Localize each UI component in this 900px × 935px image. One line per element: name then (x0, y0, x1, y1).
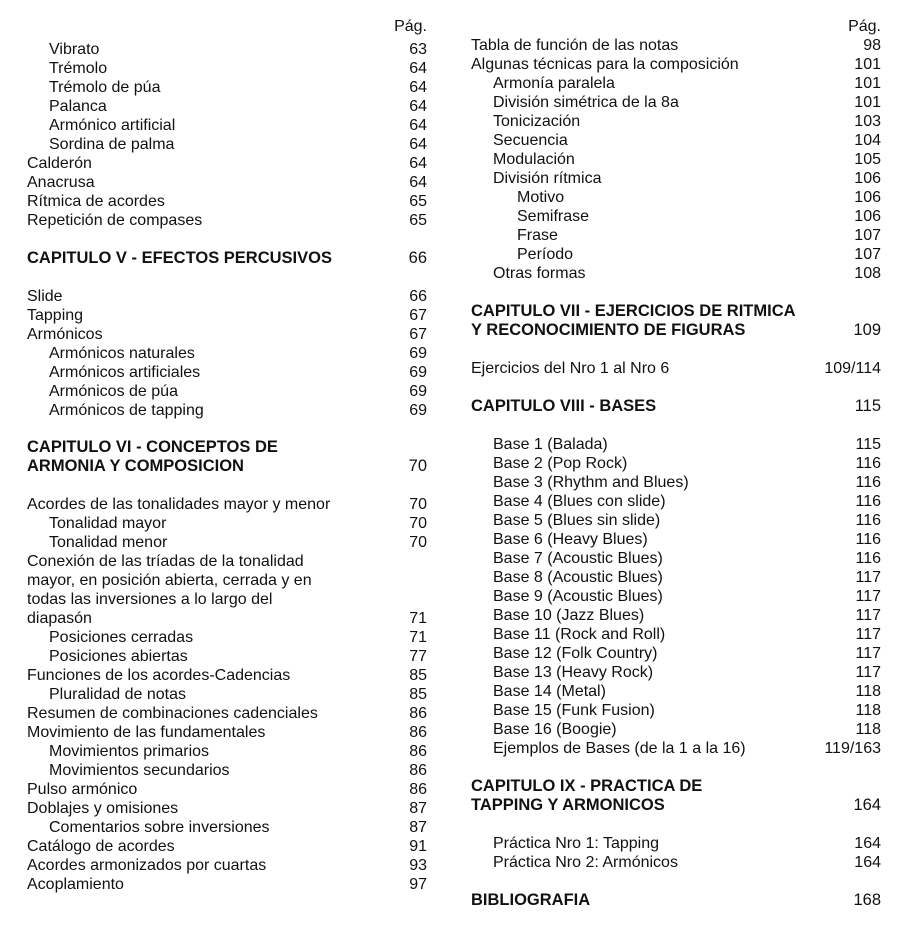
page-number: 67 (409, 326, 427, 343)
page-number: 117 (855, 645, 881, 662)
entry-title: Acordes de las tonalidades mayor y menor (27, 496, 331, 513)
toc-entry (471, 131, 881, 150)
page-number: 106 (854, 170, 881, 187)
entry-title: Frase (517, 227, 558, 244)
chapter-heading (27, 438, 427, 476)
entry-title: Base 1 (Balada) (493, 436, 608, 453)
page-number: 93 (409, 857, 427, 874)
chapter-title-line: Y RECONOCIMIENTO DE FIGURAS (471, 321, 746, 339)
toc-entry (471, 245, 881, 264)
entry-title: División rítmica (493, 170, 602, 187)
page-number: 91 (409, 838, 427, 855)
page-number: 64 (409, 117, 427, 134)
page-number: 77 (409, 648, 427, 665)
page-number: 116 (855, 550, 881, 567)
page-number: 86 (409, 762, 427, 779)
page-number: 70 (409, 534, 427, 551)
page-number: 69 (409, 364, 427, 381)
page-number: 116 (855, 531, 881, 548)
entry-title: Tonalidad mayor (49, 515, 167, 532)
entry-title: Armónicos naturales (49, 345, 195, 362)
toc-entry (471, 207, 881, 226)
toc-entry (471, 264, 881, 283)
page-number: 103 (854, 113, 881, 130)
entry-title: Base 14 (Metal) (493, 683, 606, 700)
toc-entry (27, 363, 427, 382)
toc-entry (27, 40, 427, 59)
toc-entry (27, 135, 427, 154)
page-number: 109 (853, 321, 881, 339)
entry-title: Slide (27, 288, 63, 305)
chapter-title-line: ARMONIA Y COMPOSICION (27, 457, 244, 475)
page-number: 116 (855, 512, 881, 529)
page-number: 115 (854, 397, 881, 415)
toc-entry (27, 495, 427, 514)
entry-title: Repetición de compases (27, 212, 203, 229)
chapter-title: CAPITULO V - EFECTOS PERCUSIVOS (27, 249, 332, 267)
page-number: 109/114 (824, 360, 881, 377)
page-number: 69 (409, 345, 427, 362)
page-number: 101 (854, 75, 881, 92)
page-number: 65 (409, 212, 427, 229)
toc-entry (27, 780, 427, 799)
page-number: 117 (855, 626, 881, 643)
page-number: 64 (409, 60, 427, 77)
page-number: 117 (855, 588, 881, 605)
page-number: 106 (854, 208, 881, 225)
entry-title: Tonalidad menor (49, 534, 168, 551)
entry-title: Tonicización (493, 113, 581, 130)
toc-entry (471, 511, 881, 530)
page-number: 118 (855, 721, 881, 738)
page-number: 66 (409, 288, 427, 305)
page-number: 115 (855, 436, 881, 453)
page-column-header: Pág. (848, 18, 881, 35)
entry-title: Motivo (517, 189, 565, 206)
page-number: 118 (855, 702, 881, 719)
entry-title: Tabla de función de las notas (471, 37, 679, 54)
entry-title: Funciones de los acordes-Cadencias (27, 667, 291, 684)
entry-title: Algunas técnicas para la composición (471, 56, 739, 73)
page-number: 98 (863, 37, 881, 54)
page-number: 117 (855, 664, 881, 681)
toc-entry (27, 344, 427, 363)
entry-title: Posiciones abiertas (49, 648, 188, 665)
page-number: 117 (855, 569, 881, 586)
entry-title: Resumen de combinaciones cadenciales (27, 705, 318, 722)
toc-entry (27, 837, 427, 856)
chapter-title: CAPITULO VIII - BASES (471, 397, 657, 415)
entry-title: Base 13 (Heavy Rock) (493, 664, 654, 681)
toc-entry (27, 78, 427, 97)
toc-entry (27, 818, 427, 837)
entry-title: Acoplamiento (27, 876, 124, 893)
page-number: 64 (409, 174, 427, 191)
toc-entry (27, 628, 427, 647)
toc-entry (471, 112, 881, 131)
page-number: 116 (855, 474, 881, 491)
chapter-heading (471, 302, 881, 340)
entry-title: Rítmica de acordes (27, 193, 165, 210)
entry-title: Armónicos de púa (49, 383, 178, 400)
toc-entry (471, 435, 881, 454)
toc-entry (27, 192, 427, 211)
entry-title: Trémolo de púa (49, 79, 161, 96)
chapter-heading (471, 777, 881, 815)
entry-title: Pluralidad de notas (49, 686, 186, 703)
entry-title: Práctica Nro 1: Tapping (493, 835, 660, 852)
entry-title: Movimiento de las fundamentales (27, 724, 266, 741)
entry-title: Ejemplos de Bases (de la 1 a la 16) (493, 740, 746, 757)
toc-entry (471, 549, 881, 568)
page-number: 69 (409, 402, 427, 419)
entry-title: Movimientos primarios (49, 743, 210, 760)
toc-entry (471, 473, 881, 492)
page-number: 70 (409, 496, 427, 513)
page-number: 164 (854, 854, 881, 871)
toc-entry (471, 454, 881, 473)
toc-entry (27, 211, 427, 230)
page-number: 107 (854, 246, 881, 263)
entry-title: Armónico artificial (49, 117, 176, 134)
page-number: 105 (854, 151, 881, 168)
toc-entry (471, 74, 881, 93)
toc-entry (471, 36, 881, 55)
toc-entry (27, 533, 427, 552)
entry-title: Calderón (27, 155, 92, 172)
page-number: 87 (409, 819, 427, 836)
toc-entry: Ejercicios del Nro 1 al Nro 6 109/114 (471, 360, 881, 377)
entry-title: Base 15 (Funk Fusion) (493, 702, 655, 719)
entry-title: Armónicos de tapping (49, 402, 204, 419)
toc-entry (471, 834, 881, 853)
entry-title: Posiciones cerradas (49, 629, 194, 646)
entry-title: Trémolo (49, 60, 108, 77)
page-number: 107 (854, 227, 881, 244)
toc-entry (27, 742, 427, 761)
page-number: 67 (409, 307, 427, 324)
entry-title: Palanca (49, 98, 107, 115)
entry-title: Base 12 (Folk Country) (493, 645, 658, 662)
chapter-heading (27, 249, 427, 268)
toc-entry (27, 154, 427, 173)
toc-entry (471, 188, 881, 207)
toc-entry (471, 853, 881, 872)
toc-entry (471, 682, 881, 701)
page-number: 70 (409, 515, 427, 532)
page-number: 65 (409, 193, 427, 210)
toc-entry (27, 287, 427, 306)
toc-entry (471, 663, 881, 682)
page-number: 86 (409, 724, 427, 741)
toc-entry (27, 761, 427, 780)
entry-title: Base 16 (Boogie) (493, 721, 617, 738)
entry-title: Vibrato (49, 41, 100, 58)
toc-entry (471, 739, 881, 758)
chapter-title: BIBLIOGRAFIA (471, 891, 591, 909)
page-number: 87 (409, 800, 427, 817)
chapter-heading (471, 397, 881, 416)
toc-entry (27, 325, 427, 344)
page-number: 71 (409, 629, 427, 646)
chapter-heading (471, 891, 881, 910)
chapter-title-line: CAPITULO IX - PRACTICA DE (471, 777, 703, 795)
toc-entry (471, 720, 881, 739)
toc-entry (471, 169, 881, 188)
entry-title: División simétrica de la 8a (493, 94, 679, 111)
entry-title: Doblajes y omisiones (27, 800, 179, 817)
entry-title: Base 11 (Rock and Roll) (493, 626, 666, 643)
entry-title: Base 5 (Blues sin slide) (493, 512, 661, 529)
page-number: 104 (854, 132, 881, 149)
entry-title: Base 4 (Blues con slide) (493, 493, 666, 510)
entry-title: Otras formas (493, 265, 586, 282)
chapter-title-line: CAPITULO VII - EJERCICIOS DE RITMICA (471, 302, 796, 320)
entry-title: Armónicos artificiales (49, 364, 201, 381)
page-number: 64 (409, 79, 427, 96)
entry-title: Semifrase (517, 208, 590, 225)
entry-title: Modulación (493, 151, 575, 168)
page-number: 164 (853, 796, 881, 814)
entry-title: Comentarios sobre inversiones (49, 819, 270, 836)
toc-entry (27, 666, 427, 685)
page-number: 85 (409, 667, 427, 684)
entry-title: Movimientos secundarios (49, 762, 230, 779)
toc-entry (471, 606, 881, 625)
page-number: 64 (409, 136, 427, 153)
entry-title: Armónicos (27, 326, 103, 343)
toc-entry (27, 647, 427, 666)
entry-title: Práctica Nro 2: Armónicos (493, 854, 678, 871)
entry-title: Armonía paralela (493, 75, 615, 92)
toc-entry (471, 701, 881, 720)
toc-entry (471, 492, 881, 511)
toc-list-right (471, 36, 881, 910)
page-number: 69 (409, 383, 427, 400)
toc-entry (27, 116, 427, 135)
entry-title: Anacrusa (27, 174, 95, 191)
toc-entry (27, 875, 427, 894)
page-number: 101 (854, 56, 881, 73)
chapter-title-line: CAPITULO VI - CONCEPTOS DE (27, 438, 278, 456)
toc-entry (27, 856, 427, 875)
page-number: 86 (409, 781, 427, 798)
page-number: 118 (855, 683, 881, 700)
page-number: 117 (855, 607, 881, 624)
page-number: 64 (409, 98, 427, 115)
page-number: 116 (855, 493, 881, 510)
page-number: 66 (408, 249, 427, 267)
page-number: 101 (854, 94, 881, 111)
entry-title: Base 8 (Acoustic Blues) (493, 569, 663, 586)
entry-title: Período (517, 246, 574, 263)
entry-title: Base 6 (Heavy Blues) (493, 531, 648, 548)
toc-entry (27, 704, 427, 723)
toc-entry (27, 514, 427, 533)
entry-title: Secuencia (493, 132, 568, 149)
entry-title: Base 9 (Acoustic Blues) (493, 588, 663, 605)
page-number: 168 (853, 891, 881, 909)
toc-entry (27, 685, 427, 704)
page-number: 116 (855, 455, 881, 472)
page-number: 71 (409, 610, 427, 627)
page-number: 97 (409, 876, 427, 893)
page-number: 108 (854, 265, 881, 282)
toc-entry (471, 644, 881, 663)
entry-title: Pulso armónico (27, 781, 138, 798)
toc-entry: Conexión de las tríadas de la tonalidad mayor, en posición abierta, cerrada y en todas las inversiones a lo largo del diapasón 71 (27, 553, 427, 627)
toc-entry (471, 587, 881, 606)
toc-entry (27, 59, 427, 78)
toc-entry (27, 401, 427, 420)
entry-title: Acordes armonizados por cuartas (27, 857, 267, 874)
toc-entry (27, 382, 427, 401)
page-column-header: Pág. (394, 18, 427, 35)
toc-entry (27, 306, 427, 325)
entry-title: Base 7 (Acoustic Blues) (493, 550, 663, 567)
toc-entry (471, 530, 881, 549)
page-number: 164 (854, 835, 881, 852)
toc-entry (471, 625, 881, 644)
page-number: 119/163 (824, 740, 881, 757)
entry-title: Sordina de palma (49, 136, 175, 153)
entry-title: Base 10 (Jazz Blues) (493, 607, 645, 624)
chapter-title-line: TAPPING Y ARMONICOS (471, 796, 665, 814)
toc-entry (27, 173, 427, 192)
entry-title: Base 3 (Rhythm and Blues) (493, 474, 689, 491)
toc-entry (471, 568, 881, 587)
page-number: 86 (409, 743, 427, 760)
entry-title: Catálogo de acordes (27, 838, 175, 855)
page-number: 64 (409, 155, 427, 172)
entry-title: Base 2 (Pop Rock) (493, 455, 628, 472)
toc-entry (27, 799, 427, 818)
toc-list-left (27, 40, 427, 894)
toc-entry (471, 93, 881, 112)
toc-entry (27, 723, 427, 742)
page-number: 70 (408, 457, 427, 475)
page-number: 86 (409, 705, 427, 722)
toc-entry (471, 150, 881, 169)
toc-entry (471, 226, 881, 245)
toc-entry (27, 97, 427, 116)
page-number: 85 (409, 686, 427, 703)
page-number: 63 (409, 41, 427, 58)
toc-entry (471, 55, 881, 74)
entry-title: Tapping (27, 307, 84, 324)
page-number: 106 (854, 189, 881, 206)
